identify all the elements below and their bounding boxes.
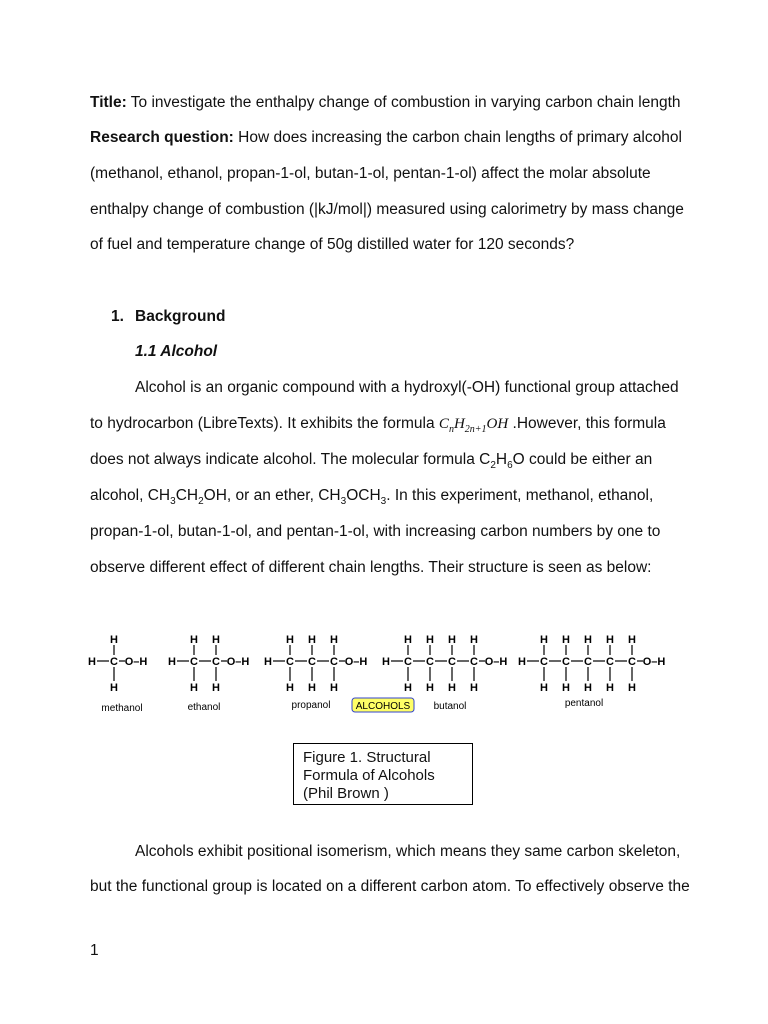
hydrogen-atom: H <box>212 634 220 646</box>
research-question-line: of fuel and temperature change of 50g distilled water for 120 seconds? <box>90 236 575 253</box>
hydrogen-atom: H <box>426 682 434 694</box>
carbon-atom: C <box>308 656 316 668</box>
page-number: 1 <box>90 942 99 959</box>
alcohols-structural-figure <box>88 625 688 720</box>
hydrogen-atom: H <box>212 682 220 694</box>
hydrogen-atom: H <box>404 682 412 694</box>
hydrogen-atom: H <box>628 634 636 646</box>
section-number: 1. <box>111 308 124 325</box>
hydrogen-atom: H <box>168 656 176 668</box>
carbon-atom: C <box>584 656 592 668</box>
hydrogen-atom: H <box>308 634 316 646</box>
carbon-atom: C <box>404 656 412 668</box>
hydrogen-atom: H <box>448 634 456 646</box>
paragraph-line: Alcohol is an organic compound with a hydroxyl(-OH) functional group attached <box>135 379 679 396</box>
paragraph-line: propan-1-ol, butan-1-ol, and pentan-1-ol, with increasing carbon numbers by one to <box>90 523 661 540</box>
hydrogen-atom: H <box>426 634 434 646</box>
hydrogen-atom: H <box>448 682 456 694</box>
hydroxyl-group: O–H <box>642 656 666 668</box>
paragraph-line: but the functional group is located on a different carbon atom. To effectively observe the <box>90 878 690 895</box>
hydrogen-atom: H <box>584 634 592 646</box>
molecule-group <box>88 634 665 694</box>
hydrogen-atom: H <box>110 634 118 646</box>
hydrogen-atom: H <box>562 682 570 694</box>
hydrogen-atom: H <box>286 682 294 694</box>
research-question-line: enthalpy change of combustion (|kJ/mol|) measured using calorimetry by mass change <box>90 201 684 218</box>
label-methanol: methanol <box>101 703 143 714</box>
hydrogen-atom: H <box>518 656 526 668</box>
hydrogen-atom: H <box>264 656 272 668</box>
hydrogen-atom: H <box>330 634 338 646</box>
research-question-label: Research question: <box>90 129 234 146</box>
research-question-line: Research question: How does increasing the carbon chain lengths of primary alcohol <box>90 129 682 146</box>
hydroxyl-group: O–H <box>226 656 250 668</box>
hydrogen-atom: H <box>190 634 198 646</box>
carbon-atom: C <box>562 656 570 668</box>
hydrogen-atom: H <box>382 656 390 668</box>
carbon-atom: C <box>606 656 614 668</box>
paragraph-line: alcohol, $CH_3CH_2OH$, or an ether, $CH_3OCH_3$. In this experiment, methanol, ethanol, <box>90 487 654 508</box>
hydrogen-atom: H <box>562 634 570 646</box>
hydrogen-atom: H <box>404 634 412 646</box>
carbon-atom: C <box>212 656 220 668</box>
hydrogen-atom: H <box>330 682 338 694</box>
carbon-atom: C <box>448 656 456 668</box>
carbon-atom: C <box>190 656 198 668</box>
label-ethanol: ethanol <box>187 702 221 713</box>
hydrogen-atom: H <box>606 682 614 694</box>
paragraph-line: does not always indicate alcohol. The molecular formula $C_2H_6O$ could be either an <box>90 451 653 472</box>
hydrogen-atom: H <box>190 682 198 694</box>
label-propanol: propanol <box>291 700 331 711</box>
hydrogen-atom: H <box>308 682 316 694</box>
subsection-heading: 1.1 Alcohol <box>135 343 218 360</box>
hydrogen-atom: H <box>110 682 118 694</box>
section-heading: Background <box>135 308 226 325</box>
carbon-atom: C <box>540 656 548 668</box>
hydroxyl-group: O–H <box>344 656 368 668</box>
carbon-atom: C <box>426 656 434 668</box>
carbon-atom: C <box>470 656 478 668</box>
hydrogen-atom: H <box>88 656 96 668</box>
hydrogen-atom: H <box>606 634 614 646</box>
title-text: To investigate the enthalpy change of combustion in varying carbon chain length <box>126 94 681 111</box>
paragraph-line: Alcohols exhibit positional isomerism, which means they same carbon skeleton, <box>135 843 681 860</box>
carbon-atom: C <box>330 656 338 668</box>
paragraph-line: to hydrocarbon (LibreTexts). It exhibits the formula $C_nH_{2n+1}OH$ .However, this formula <box>90 415 666 435</box>
hydrogen-atom: H <box>628 682 636 694</box>
hydrogen-atom: H <box>470 634 478 646</box>
title-line <box>90 93 681 113</box>
hydrogen-atom: H <box>540 634 548 646</box>
paragraph-line: observe different effect of different chain lengths. Their structure is seen as below: <box>90 559 652 576</box>
label-pentanol: pentanol <box>564 698 604 709</box>
figure-caption: Figure 1. Structural Formula of Alcohols (Phil Brown ) <box>293 743 473 805</box>
research-question-line: (methanol, ethanol, propan-1-ol, butan-1-ol, pentan-1-ol) affect the molar absolute <box>90 165 651 182</box>
hydroxyl-group: O–H <box>124 656 148 668</box>
carbon-atom: C <box>110 656 118 668</box>
carbon-atom: C <box>286 656 294 668</box>
label-alcohols: ALCOHOLS <box>355 701 411 712</box>
hydrogen-atom: H <box>540 682 548 694</box>
hydrogen-atom: H <box>286 634 294 646</box>
hydrogen-atom: H <box>584 682 592 694</box>
label-butanol: butanol <box>433 701 467 712</box>
title-label: Title: <box>90 94 127 111</box>
general-formula: $C_nH_{2n+1}OH$ <box>438 416 509 435</box>
hydroxyl-group: O–H <box>484 656 508 668</box>
carbon-atom: C <box>628 656 636 668</box>
hydrogen-atom: H <box>470 682 478 694</box>
